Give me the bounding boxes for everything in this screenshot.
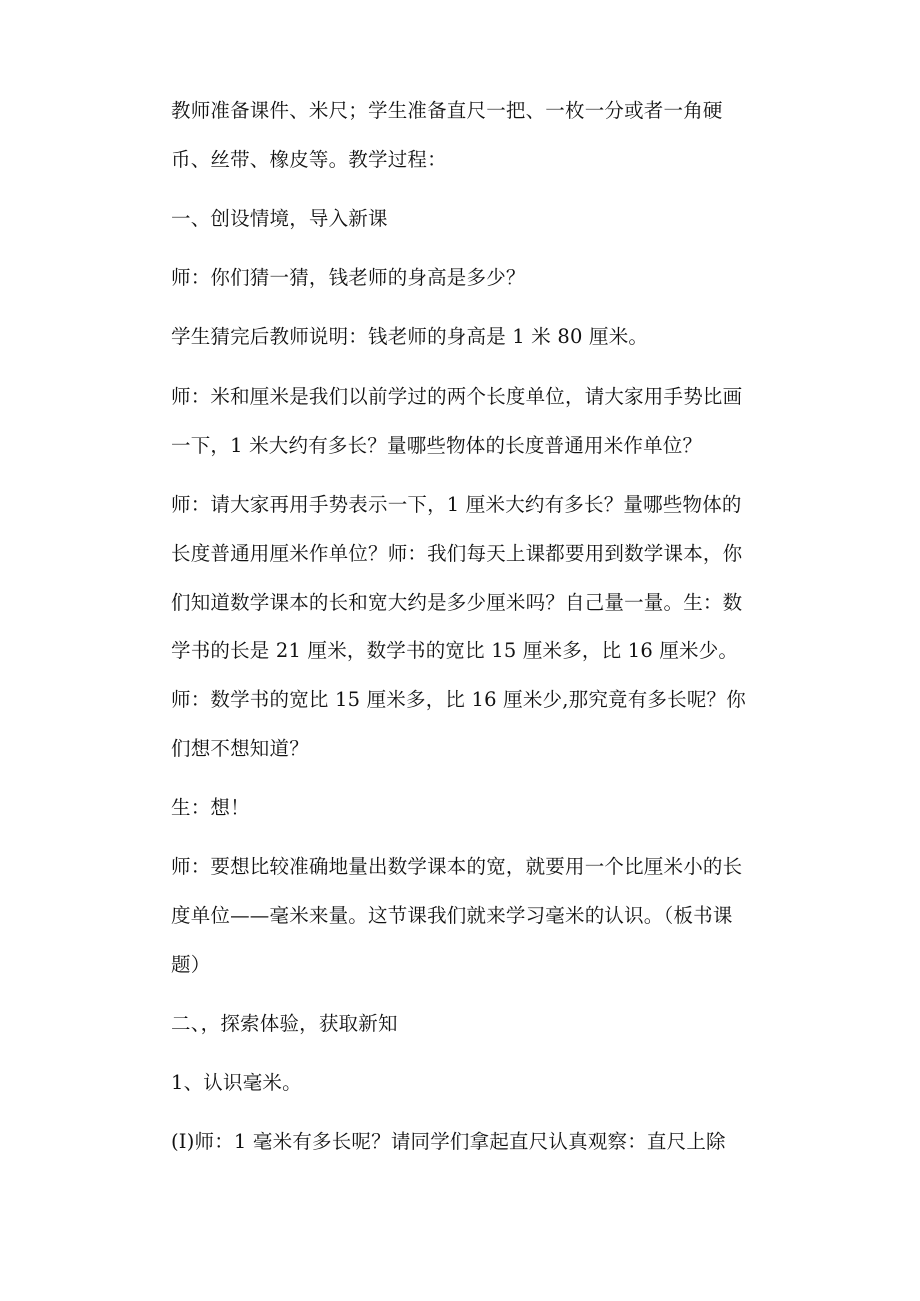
- text-line: 题）: [171, 953, 211, 976]
- text-line: (I)师：1 毫米有多长呢？请同学们拿起直尺认真观察：直尺上除: [171, 1130, 726, 1153]
- section-heading: 一、创设情境，导入新课: [171, 207, 388, 230]
- text-line: 长度普通用厘米作单位？师：我们每天上课都要用到数学课本，你: [171, 542, 743, 565]
- text-line: 币、丝带、橡皮等。教学过程：: [171, 148, 447, 171]
- section-heading: 二、，探索体验，获取新知: [171, 1012, 398, 1035]
- text-line: 学生猜完后教师说明：钱老师的身高是 1 米 80 厘米。: [171, 325, 649, 348]
- text-line: 一下，1 米大约有多长？量哪些物体的长度普通用米作单位？: [171, 434, 703, 457]
- text-line: 师：要想比较准确地量出数学课本的宽，就要用一个比厘米小的长: [171, 855, 743, 878]
- subsection-heading: 1、认识毫米。: [171, 1071, 302, 1094]
- text-line: 度单位——毫米来量。这节课我们就来学习毫米的认识。（板书课: [171, 904, 733, 927]
- text-line: 学书的长是 21 厘米，数学书的宽比 15 厘米多，比 16 厘米少。: [171, 639, 739, 662]
- text-line: 师：米和厘米是我们以前学过的两个长度单位，请大家用手势比画: [171, 385, 743, 408]
- text-line: 师：请大家再用手势表示一下，1 厘米大约有多长？量哪些物体的: [171, 493, 742, 516]
- text-line: 生：想！: [171, 796, 250, 819]
- text-line: 师：数学书的宽比 15 厘米多，比 16 厘米少,那究竟有多长呢？你: [171, 688, 746, 711]
- text-line: 们知道数学课本的长和宽大约是多少厘米吗？自己量一量。生：数: [171, 591, 743, 614]
- text-line: 师：你们猜一猜，钱老师的身高是多少？: [171, 266, 526, 289]
- text-line: 教师准备课件、米尺；学生准备直尺一把、一枚一分或者一角硬: [171, 99, 723, 122]
- text-line: 们想不想知道？: [171, 737, 309, 760]
